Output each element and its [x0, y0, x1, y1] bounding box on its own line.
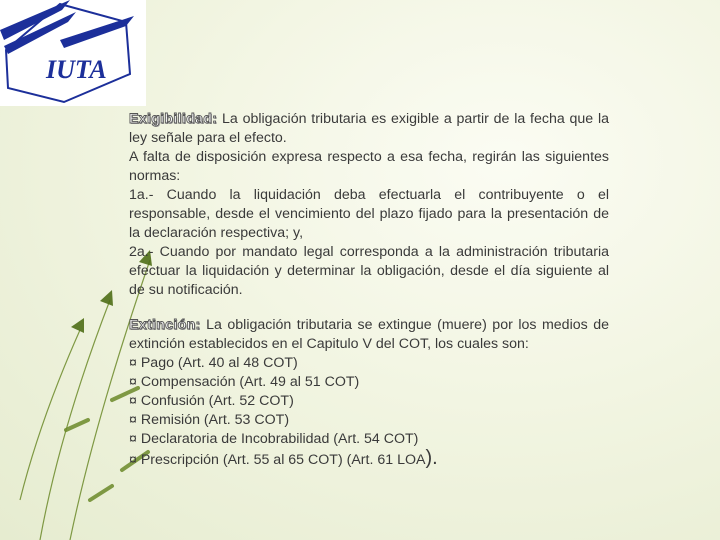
bullet-icon: ¤	[129, 412, 137, 428]
list-item: ¤ Declaratoria de Incobrabilidad (Art. 54 COT)	[129, 431, 419, 447]
list-item: ¤ Prescripción (Art. 55 al 65 COT) (Art. 61 LOA).	[129, 447, 438, 469]
list-item: ¤ Confusión (Art. 52 COT)	[129, 393, 294, 409]
bullet-icon: ¤	[129, 355, 137, 371]
term-extincion: Extinción:	[129, 317, 201, 333]
list-item: ¤ Compensación (Art. 49 al 51 COT)	[129, 374, 360, 390]
section-extincion	[129, 316, 609, 354]
logo	[0, 0, 146, 106]
logo-emblem-icon	[0, 0, 146, 106]
main-content	[129, 110, 609, 470]
list-item: ¤ Remisión (Art. 53 COT)	[129, 412, 290, 428]
exigibilidad-rule-1: 1a.- Cuando la liquidación deba efectuarla el contribuyente o el responsable, desde el vencimiento del plazo fijado para la presentación de la declaración respectiva; y,	[129, 187, 609, 241]
bullet-icon: ¤	[129, 374, 137, 390]
extincion-list	[129, 354, 609, 470]
exigibilidad-rule-2: 2a.- Cuando por mandato legal corresponda a la administración tributaria efectuar la liquidación y determinar la obligación, desde el día siguiente al de su notificación.	[129, 244, 609, 298]
list-item: ¤ Pago (Art. 40 al 48 COT)	[129, 355, 298, 371]
section-exigibilidad	[129, 110, 609, 148]
bullet-icon: ¤	[129, 393, 137, 409]
bullet-icon: ¤	[129, 431, 137, 447]
closing-punctuation: ).	[425, 447, 438, 469]
logo-text: IUTA	[46, 55, 107, 84]
extincion-intro: La obligación tributaria se extingue (muere) por los medios de extinción establecidos en el Capitulo V del COT, los cuales son:	[129, 317, 609, 352]
exigibilidad-line-2: A falta de disposición expresa respecto a esa fecha, regirán las siguientes normas:	[129, 149, 609, 184]
term-exigibilidad: Exigibilidad:	[129, 111, 218, 127]
exigibilidad-line-1: La obligación tributaria es exigible a partir de la fecha que la ley señale para el efecto.	[129, 111, 609, 146]
bullet-icon: ¤	[129, 452, 137, 468]
